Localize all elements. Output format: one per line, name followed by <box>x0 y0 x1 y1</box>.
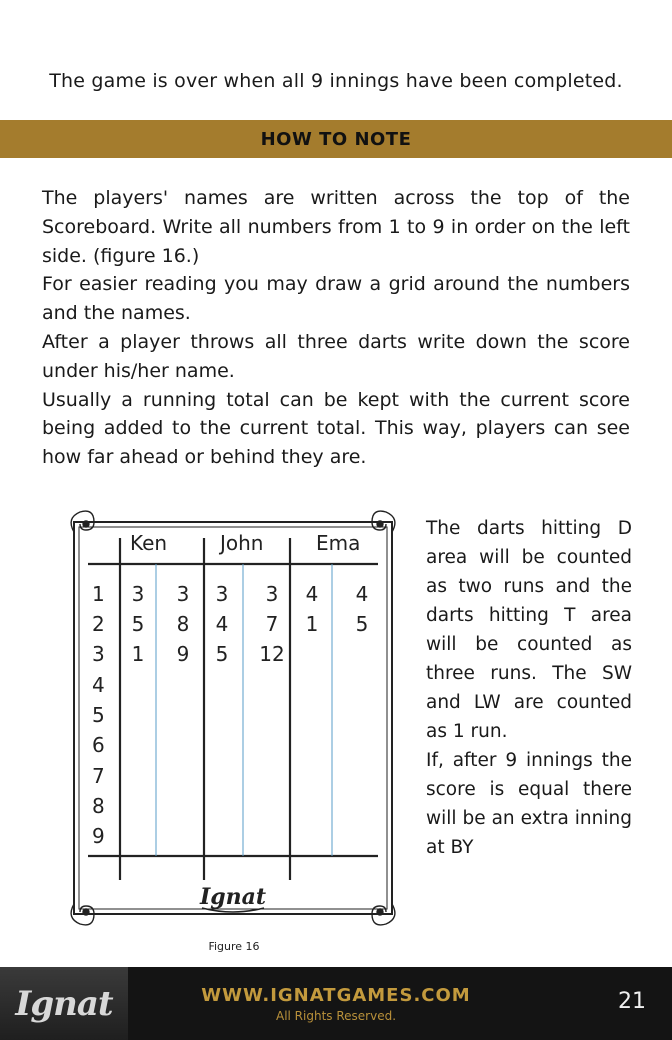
inning-number: 3 <box>92 642 105 666</box>
inning-number: 7 <box>92 764 105 788</box>
score-cell: 7 <box>265 612 279 636</box>
player-name-john: John <box>220 531 264 555</box>
paragraph-grid: For easier reading you may draw a grid around the numbers and the names. <box>42 273 630 325</box>
player-column-dividers <box>156 564 332 856</box>
section-header <box>0 120 672 158</box>
figure-caption: Figure 16 <box>208 940 260 953</box>
paragraph-players-names: The players' names are written across the top of the Scoreboard. Write all numbers from 1 to 9 in order on the left side. (figure 16.) <box>42 187 630 267</box>
footer-logo <box>0 967 128 1040</box>
scoreboard-svg <box>62 500 406 936</box>
score-cell: 3 <box>265 582 279 606</box>
page-number: 21 <box>618 989 646 1014</box>
score-cell: 3 <box>176 582 190 606</box>
score-cell: 9 <box>176 642 190 666</box>
score-cell: 8 <box>176 612 190 636</box>
score-cell: 3 <box>131 582 145 606</box>
inning-number: 6 <box>92 733 105 757</box>
inning-number: 2 <box>92 612 105 636</box>
score-cell: 4 <box>305 582 319 606</box>
player-name-ken: Ken <box>130 531 168 555</box>
score-cell: 4 <box>215 612 229 636</box>
body-text <box>42 184 630 472</box>
paragraph-extra-inning: If, after 9 innings the score is equal there will be an extra inning at BY <box>426 750 632 858</box>
scoreboard-figure <box>62 500 406 936</box>
score-cell: 12 <box>259 642 285 666</box>
score-cell: 5 <box>131 612 145 636</box>
footer-website[interactable]: WWW.IGNATGAMES.COM <box>201 985 471 1006</box>
player-name-ema: Ema <box>316 531 361 555</box>
inning-number: 4 <box>92 673 105 697</box>
intro-text: The game is over when all 9 innings have been completed. <box>49 70 623 92</box>
score-cell: 1 <box>305 612 319 636</box>
figure-logo-text: Ignat <box>199 884 267 910</box>
score-cell: 5 <box>355 612 369 636</box>
paragraph-score-writing: After a player throws all three darts write down the score under his/her name. <box>42 330 630 382</box>
footer-logo-text: Ignat <box>15 983 113 1024</box>
inning-number: 8 <box>92 794 105 818</box>
paragraph-runs: The darts hitting D area will be counted as two runs and the darts hitting T area will be counted as three runs. The SW and LW are counted as 1 run. <box>426 518 632 742</box>
ignat-logo <box>199 884 266 912</box>
paragraph-running-total: Usually a running total can be kept with the current score being added to the current total. This way, players can see how far ahead or behind they are. <box>42 388 630 469</box>
section-title: HOW TO NOTE <box>260 128 412 150</box>
page-footer <box>0 967 672 1040</box>
inning-number: 1 <box>92 582 105 606</box>
score-cell: 3 <box>215 582 229 606</box>
footer-rights: All Rights Reserved. <box>275 1009 397 1023</box>
side-text <box>426 514 632 862</box>
score-cell: 5 <box>215 642 229 666</box>
inning-number: 5 <box>92 703 105 727</box>
score-cell: 1 <box>131 642 145 666</box>
score-cell: 4 <box>355 582 369 606</box>
inning-number: 9 <box>92 824 105 848</box>
